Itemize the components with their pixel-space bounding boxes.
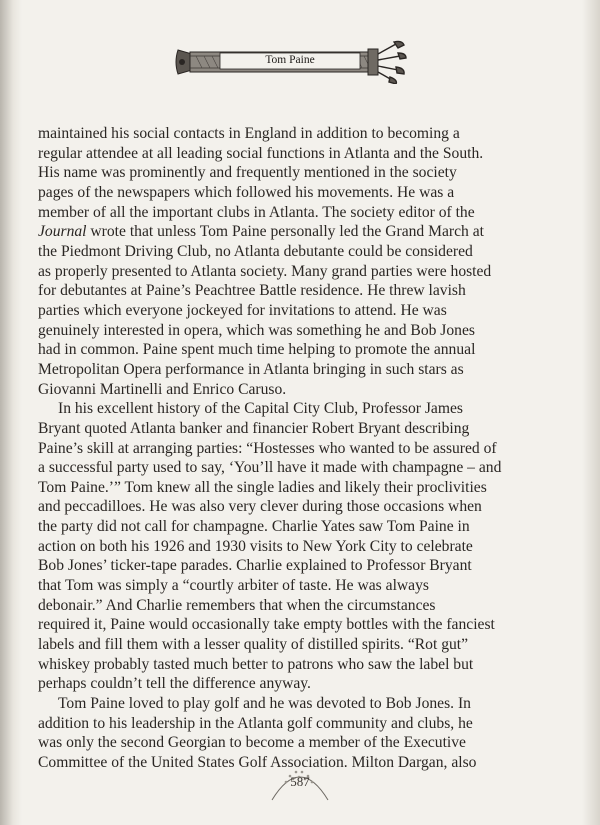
text-line: Journal wrote that unless Tom Paine personally led the Grand March at xyxy=(38,223,484,241)
text-line: Paine’s skill at arranging parties: “Hostesses who wanted to be assured of xyxy=(38,439,497,457)
text-line: action on both his 1926 and 1930 visits to New York City to celebrate xyxy=(38,537,473,555)
text-line: Committee of the United States Golf Association. Milton Dargan, also xyxy=(38,754,477,771)
page-edge-shadow xyxy=(582,0,600,825)
text-line: His name was prominently and frequently mentioned in the society xyxy=(38,164,457,182)
body-text xyxy=(38,124,578,773)
paragraph-2 xyxy=(38,399,578,694)
text-line: pages of the newspapers which followed his movements. He was a xyxy=(38,183,455,201)
page-gutter-shadow xyxy=(0,0,22,825)
text-line: maintained his social contacts in England in addition to becoming a xyxy=(38,125,460,142)
text-line: addition to his leadership in the Atlanta golf community and clubs, he xyxy=(38,714,473,732)
text-line: a successful party used to say, ‘You’ll have it made with champagne – and xyxy=(38,459,502,477)
text-line: required it, Paine would occasionally take empty bottles with the fanciest xyxy=(38,616,495,634)
text-line: regular attendee at all leading social functions in Atlanta and the South. xyxy=(38,144,484,162)
text-line: that Tom was simply a “courtly arbiter of taste. He was always xyxy=(38,577,429,595)
text-line: member of all the important clubs in Atlanta. The society editor of the xyxy=(38,203,475,221)
text-line: the Piedmont Driving Club, no Atlanta debutante could be considered xyxy=(38,242,473,260)
paragraph-1 xyxy=(38,124,578,399)
page-number-ornament xyxy=(268,760,332,808)
text-line: labels and fill them with a lesser quality of distilled spirits. “Rot gut” xyxy=(38,636,469,654)
text-line: whiskey probably tasted much better to patrons who saw the label but xyxy=(38,655,474,673)
text-line: for debutantes at Paine’s Peachtree Battle residence. He threw lavish xyxy=(38,282,466,300)
text-line: was only the second Georgian to become a member of the Executive xyxy=(38,734,466,752)
text-line: Tom Paine.’” Tom knew all the single ladies and likely their proclivities xyxy=(38,478,487,496)
text-line: Giovanni Martinelli and Enrico Caruso. xyxy=(38,380,287,398)
text-line: perhaps couldn’t tell the difference anyway. xyxy=(38,675,311,693)
text-line: Metropolitan Opera performance in Atlanta bringing in such stars as xyxy=(38,360,464,378)
running-title: Tom Paine xyxy=(265,54,315,66)
running-header-banner xyxy=(172,40,412,84)
text-line: Bob Jones’ ticker-tape parades. Charlie explained to Professor Bryant xyxy=(38,557,472,575)
text-line: debonair.” And Charlie remembers that when the circumstances xyxy=(38,596,436,614)
text-line: and peccadilloes. He was also very clever during those occasions when xyxy=(38,498,482,516)
text-line: as properly presented to Atlanta society. Many grand parties were hosted xyxy=(38,262,492,280)
text-line: Tom Paine loved to play golf and he was devoted to Bob Jones. In xyxy=(58,695,471,713)
page-number: 587 xyxy=(290,774,310,789)
text-line: the party did not call for champagne. Charlie Yates saw Tom Paine in xyxy=(38,518,470,536)
text-line: Bryant quoted Atlanta banker and financier Robert Bryant describing xyxy=(38,419,470,437)
text-line: In his excellent history of the Capital City Club, Professor James xyxy=(58,400,463,418)
text-line: parties which everyone jockeyed for invitations to attend. He was xyxy=(38,301,447,319)
text-line: genuinely interested in opera, which was something he and Bob Jones xyxy=(38,321,475,339)
text-line: had in common. Paine spent much time helping to promote the annual xyxy=(38,341,476,359)
